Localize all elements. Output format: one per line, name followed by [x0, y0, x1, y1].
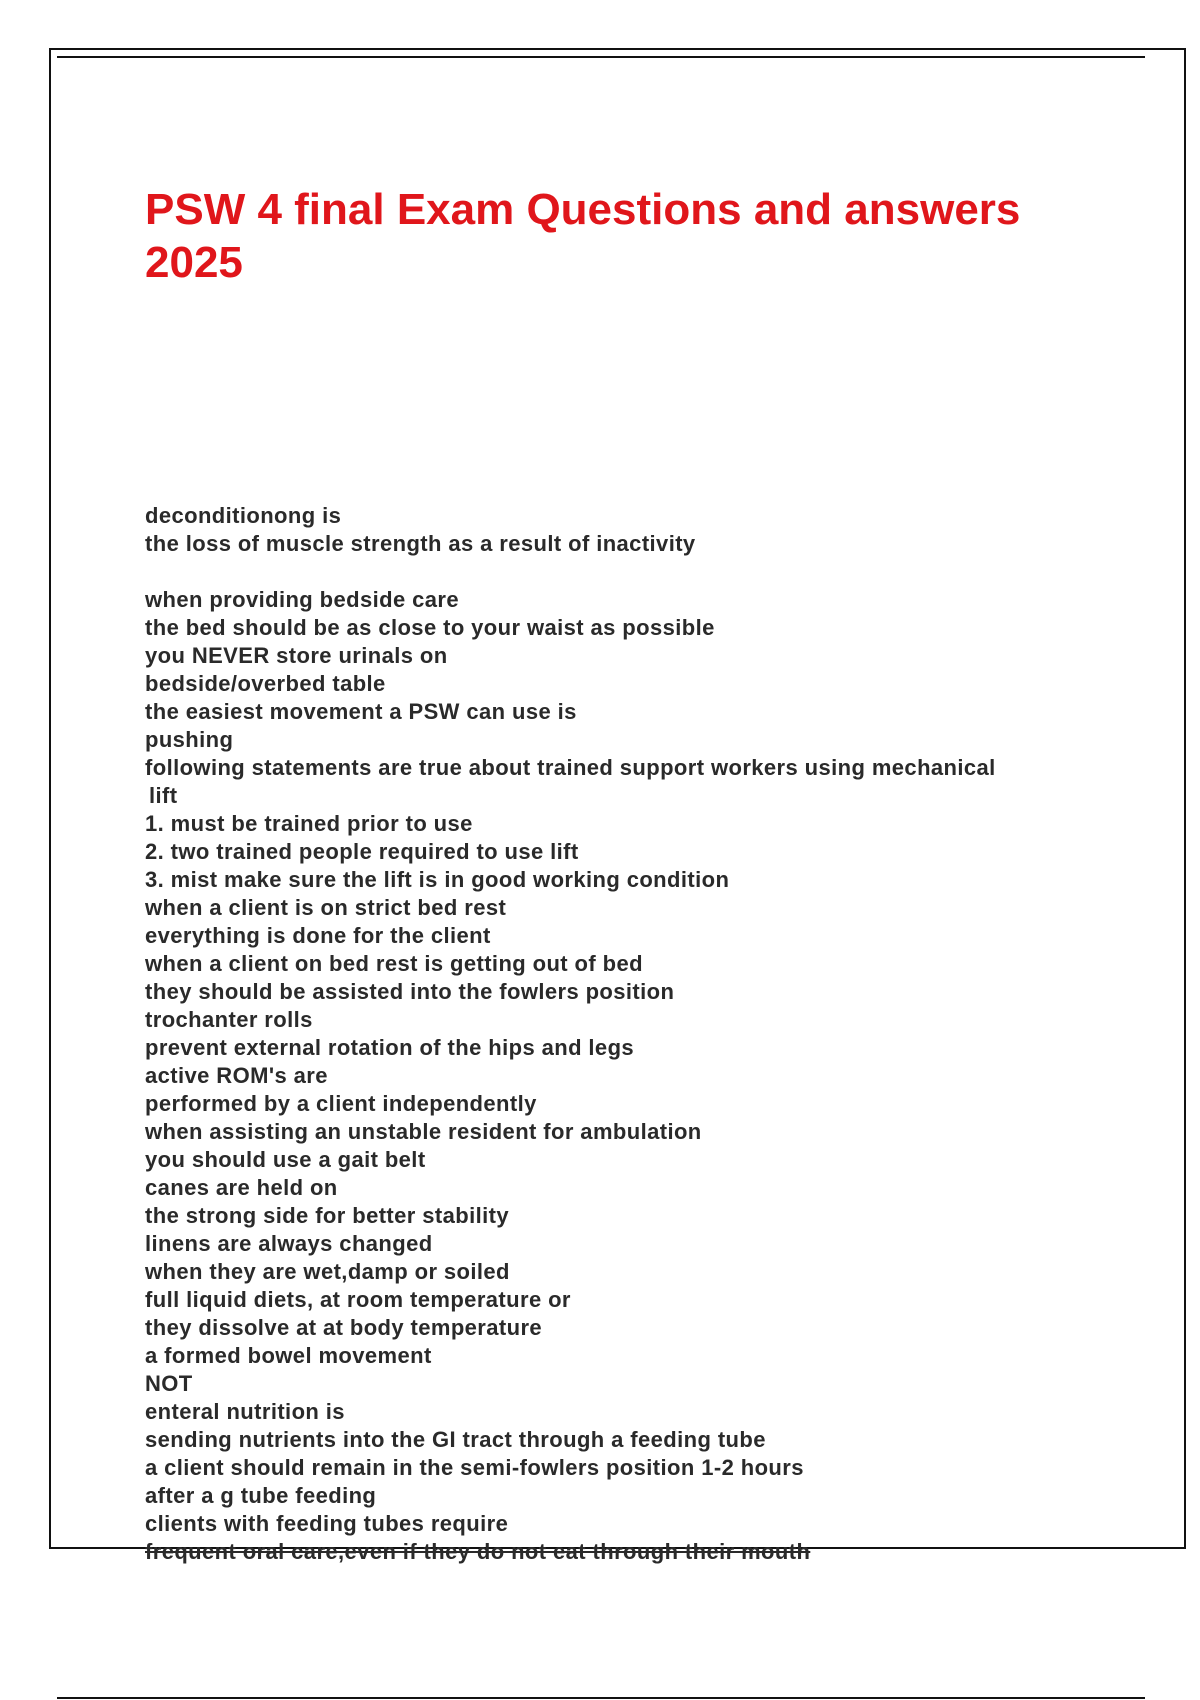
text-line: following statements are true about trained support workers using mechanical [145, 755, 996, 780]
text-line: prevent external rotation of the hips and legs [145, 1035, 635, 1060]
text-line: full liquid diets, at room temperature or [145, 1287, 571, 1312]
text-line: when providing bedside care [145, 587, 459, 612]
text-line: after a g tube feeding [145, 1483, 377, 1508]
top-rule [57, 56, 1145, 58]
text-line: clients with feeding tubes require [145, 1511, 509, 1536]
text-line: pushing [145, 727, 234, 752]
text-line: when a client is on strict bed rest [145, 895, 507, 920]
text-line: active ROM's are [145, 1063, 328, 1088]
text-line: the loss of muscle strength as a result of inactivity [145, 531, 696, 556]
text-line: when a client on bed rest is getting out of bed [145, 951, 643, 976]
text-line: 3. mist make sure the lift is in good working condition [145, 867, 730, 892]
text-line: a client should remain in the semi-fowlers position 1-2 hours [145, 1455, 804, 1480]
bottom-rule [57, 1697, 1145, 1699]
text-line: the easiest movement a PSW can use is [145, 699, 577, 724]
text-line: deconditionong is [145, 503, 342, 528]
text-line: everything is done for the client [145, 923, 491, 948]
text-line: you should use a gait belt [145, 1147, 426, 1172]
text-line: a formed bowel movement [145, 1343, 432, 1368]
blank-line [145, 558, 1105, 586]
text-line: when assisting an unstable resident for ambulation [145, 1119, 702, 1144]
text-line: the strong side for better stability [145, 1203, 510, 1228]
text-line: frequent oral care,even if they do not eat through their mouth [145, 1539, 811, 1564]
text-line: when they are wet,damp or soiled [145, 1259, 510, 1284]
text-line: sending nutrients into the GI tract through a feeding tube [145, 1427, 766, 1452]
text-line: linens are always changed [145, 1231, 433, 1256]
text-line: canes are held on [145, 1175, 338, 1200]
text-line: they dissolve at at body temperature [145, 1315, 543, 1340]
text-line: lift [149, 783, 178, 808]
text-line: enteral nutrition is [145, 1399, 345, 1424]
text-line: 1. must be trained prior to use [145, 811, 473, 836]
document-title: PSW 4 final Exam Questions and answers 2025 [145, 185, 1021, 287]
text-line: trochanter rolls [145, 1007, 313, 1032]
text-line: NOT [145, 1371, 193, 1396]
text-line: the bed should be as close to your waist as possible [145, 615, 715, 640]
qa-text-block [145, 502, 1105, 1566]
text-line: bedside/overbed table [145, 671, 386, 696]
text-line: performed by a client independently [145, 1091, 537, 1116]
text-line: you NEVER store urinals on [145, 643, 448, 668]
text-line: they should be assisted into the fowlers position [145, 979, 675, 1004]
text-line: 2. two trained people required to use lift [145, 839, 579, 864]
